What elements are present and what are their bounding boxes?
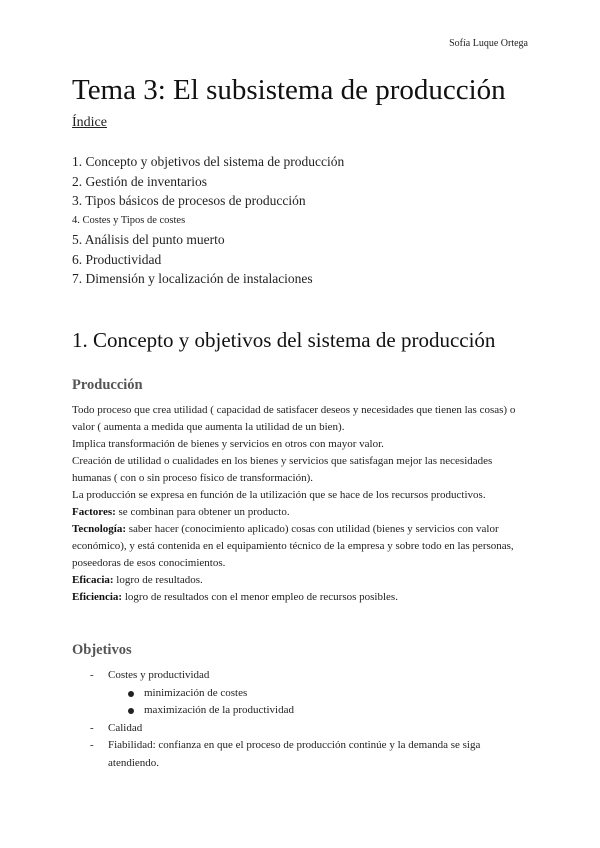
term-text: logro de resultados con el menor empleo de recursos posibles. (122, 591, 398, 603)
definition-eficiencia (72, 589, 532, 606)
page-title: Tema 3: El subsistema de producción (72, 74, 506, 106)
definition-eficacia (72, 572, 532, 589)
term-label: Eficiencia: (72, 591, 123, 603)
section-heading: 1. Concepto y objetivos del sistema de producción (72, 328, 496, 352)
author-name: Sofía Luque Ortega (449, 38, 528, 49)
paragraph: Creación de utilidad o cualidades en los bienes y servicios que satisfagan mejor las necesidades humanas ( con o sin proceso físico de transformación). (72, 455, 493, 484)
sub-list-item (72, 685, 532, 703)
sub-list-item (72, 702, 532, 720)
definition-factores (72, 504, 532, 521)
dash-bullet-icon: - (90, 721, 94, 734)
paragraph: Todo proceso que crea utilidad ( capacidad de satisfacer deseos y necesidades que tienen las cosas) o valor ( aumenta a medida que aumenta la utilidad de un bien). (72, 404, 516, 433)
term-text: logro de resultados. (113, 574, 203, 586)
toc-item: 2. Gestión de inventarios (72, 173, 207, 189)
toc-item: 6. Productividad (72, 251, 162, 267)
paragraph: Implica transformación de bienes y servicios en otros con mayor valor. (72, 438, 384, 450)
list-item-text: Calidad (108, 721, 143, 734)
list-item (72, 667, 532, 685)
list-item-text: Costes y productividad (108, 669, 210, 681)
objetivos-list (72, 667, 532, 772)
toc-item: 7. Dimensión y localización de instalaciones (72, 271, 313, 286)
toc-item: 3. Tipos básicos de procesos de producción (72, 193, 306, 208)
paragraph: La producción se expresa en función de la utilización que se hace de los recursos productivos. (72, 489, 486, 501)
dash-bullet-icon: - (90, 669, 94, 681)
bullet-icon (128, 708, 134, 714)
term-text: se combinan para obtener un producto. (115, 506, 290, 518)
list-item-text: Fiabilidad: confianza en que el proceso de producción continúe y la demanda se siga atendiendo. (108, 739, 481, 769)
sub-list-item-text: maximización de la productividad (144, 704, 294, 716)
subsection-heading-produccion: Producción (72, 377, 143, 393)
dash-bullet-icon: - (90, 739, 94, 751)
list-item (72, 737, 532, 772)
term-label: Factores: (72, 506, 116, 518)
term-label: Tecnología: (72, 523, 126, 535)
index-label: Índice (72, 115, 107, 130)
toc-item: 1. Concepto y objetivos del sistema de producción (72, 154, 345, 169)
toc-item: 4. Costes y Tipos de costes (72, 214, 186, 226)
term-text: saber hacer (conocimiento aplicado) cosas con utilidad (bienes y servicios con valor económico), y está contenida en el equipamiento técnico de la empresa y sobre todo en las personas, poseedoras de esos conocimientos. (72, 523, 514, 569)
bullet-icon (128, 691, 134, 697)
table-of-contents (72, 152, 344, 289)
term-label: Eficacia: (72, 574, 114, 586)
subsection-heading-objetivos: Objetivos (72, 642, 132, 658)
list-item (72, 720, 532, 738)
toc-item: 5. Análisis del punto muerto (72, 232, 225, 247)
definition-tecnologia (72, 521, 532, 572)
produccion-body (72, 402, 532, 606)
sub-list-item-text: minimización de costes (144, 686, 248, 699)
